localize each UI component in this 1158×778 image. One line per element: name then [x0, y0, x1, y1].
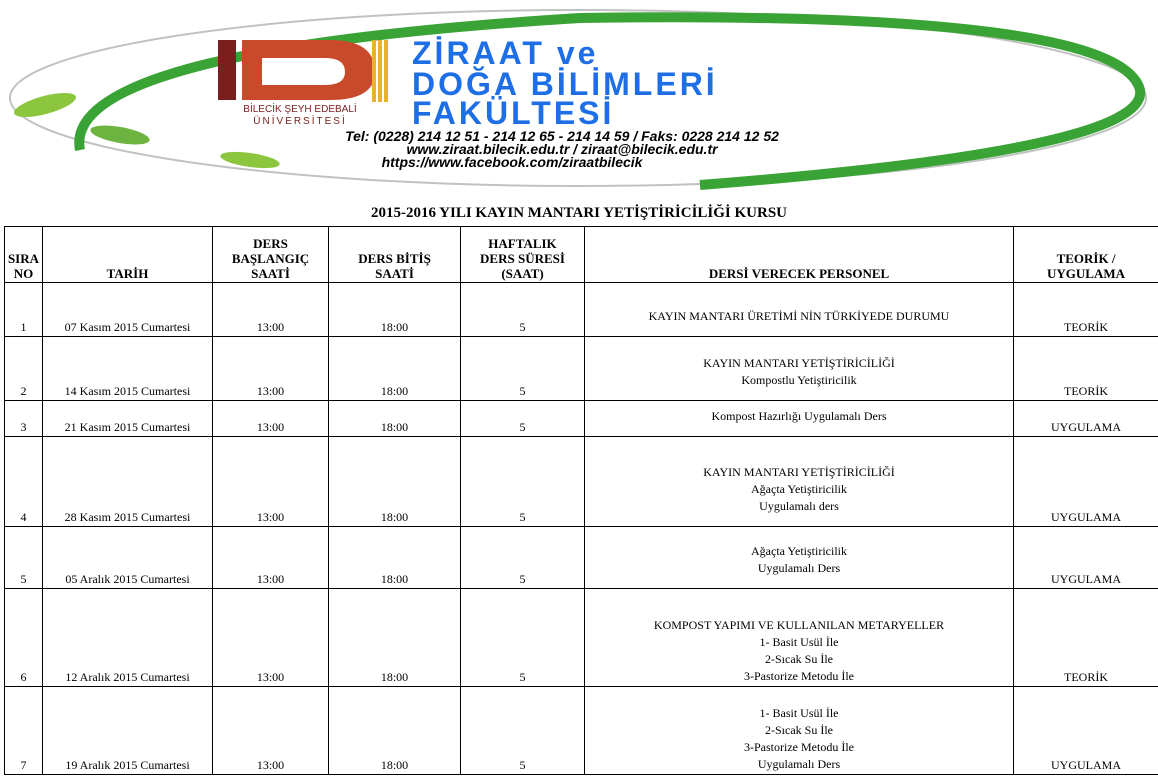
header-personel: DERSİ VERECEK PERSONEL	[585, 227, 1014, 283]
row-date: 28 Kasım 2015 Cumartesi	[43, 437, 213, 527]
row-type: UYGULAMA	[1014, 527, 1158, 589]
row-no: 4	[5, 437, 43, 527]
row-hours: 5	[461, 283, 585, 337]
row-personnel-line: Kompostlu Yetiştiricilik	[741, 373, 857, 387]
university-logo	[218, 40, 388, 102]
header-teorik: TEORİK / UYGULAMA	[1014, 227, 1158, 283]
row-personnel	[585, 589, 1014, 687]
row-no: 7	[5, 687, 43, 775]
table-row	[5, 589, 1158, 687]
university-name-line2: ÜNİVERSİTESİ	[253, 116, 347, 127]
row-personnel-line: KAYIN MANTARI YETİŞTİRİCİLİĞİ	[703, 356, 895, 370]
table-row	[5, 401, 1158, 437]
row-no: 3	[5, 401, 43, 437]
university-name-line1: BİLECİK ŞEYH EDEBALİ	[243, 104, 357, 115]
row-personnel-line: KAYIN MANTARI YETİŞTİRİCİLİĞİ	[703, 465, 895, 479]
row-hours: 5	[461, 527, 585, 589]
row-hours: 5	[461, 401, 585, 437]
row-personnel	[585, 437, 1014, 527]
row-start-time: 13:00	[213, 687, 329, 775]
header-sure: HAFTALIK DERS SÜRESİ (SAAT)	[461, 227, 585, 283]
schedule-table	[4, 226, 1158, 775]
header-baslangic: DERS BAŞLANGIÇ SAATİ	[213, 227, 329, 283]
faculty-name-line3: FAKÜLTESİ	[412, 95, 615, 131]
row-personnel-line: 2-Sıcak Su İle	[765, 652, 833, 666]
row-date: 21 Kasım 2015 Cumartesi	[43, 401, 213, 437]
leaf-decoration-icon	[12, 88, 281, 171]
row-end-time: 18:00	[329, 527, 461, 589]
row-start-time: 13:00	[213, 283, 329, 337]
row-type: TEORİK	[1014, 589, 1158, 687]
row-no: 1	[5, 283, 43, 337]
row-date: 07 Kasım 2015 Cumartesi	[43, 283, 213, 337]
row-personnel-line: 3-Pastorize Metodu İle	[744, 669, 854, 683]
row-personnel-line: Uygulamalı ders	[759, 499, 839, 513]
row-start-time: 13:00	[213, 401, 329, 437]
row-personnel-line: Kompost Hazırlığı Uygulamalı Ders	[711, 409, 887, 423]
row-start-time: 13:00	[213, 337, 329, 401]
row-personnel	[585, 337, 1014, 401]
row-type: UYGULAMA	[1014, 437, 1158, 527]
row-start-time: 13:00	[213, 589, 329, 687]
table-row	[5, 437, 1158, 527]
row-end-time: 18:00	[329, 589, 461, 687]
row-end-time: 18:00	[329, 687, 461, 775]
row-no: 6	[5, 589, 43, 687]
row-start-time: 13:00	[213, 527, 329, 589]
row-personnel	[585, 283, 1014, 337]
table-row	[5, 687, 1158, 775]
row-personnel-line: KOMPOST YAPIMI VE KULLANILAN METARYELLER	[653, 618, 945, 632]
row-personnel-line: KAYIN MANTARI ÜRETİMİ NİN TÜRKİYEDE DURUMU	[648, 309, 950, 323]
row-personnel-line: Uygulamalı Ders	[757, 561, 841, 575]
header-bitis: DERS BİTİŞ SAATİ	[329, 227, 461, 283]
row-hours: 5	[461, 687, 585, 775]
contact-facebook: https://www.facebook.com/ziraatbilecik	[381, 154, 643, 170]
row-type: UYGULAMA	[1014, 401, 1158, 437]
faculty-name-line2: DOĞA BİLİMLERİ	[412, 66, 718, 102]
row-end-time: 18:00	[329, 337, 461, 401]
row-end-time: 18:00	[329, 401, 461, 437]
row-end-time: 18:00	[329, 283, 461, 337]
faculty-banner	[0, 0, 1158, 200]
table-row	[5, 337, 1158, 401]
contact-web: www.ziraat.bilecik.edu.tr / ziraat@bilecik.edu.tr	[406, 141, 718, 157]
row-personnel	[585, 401, 1014, 437]
header-sira: SIRA NO	[5, 227, 43, 283]
row-no: 5	[5, 527, 43, 589]
row-no: 2	[5, 337, 43, 401]
row-date: 14 Kasım 2015 Cumartesi	[43, 337, 213, 401]
row-personnel-line: 1- Basit Usül İle	[759, 635, 839, 649]
course-title: 2015-2016 YILI KAYIN MANTARI YETİŞTİRİCİLİĞİ KURSU	[370, 205, 788, 221]
row-hours: 5	[461, 589, 585, 687]
faculty-name-line1: ZİRAAT ve	[412, 35, 599, 71]
contact-phone: Tel: (0228) 214 12 51 - 214 12 65 - 214 14 59 / Faks: 0228 214 12 52	[345, 128, 779, 144]
row-personnel-line: Ağaçta Yetiştiricilik	[751, 482, 847, 496]
row-start-time: 13:00	[213, 437, 329, 527]
row-personnel-line: 1- Basit Usül İle	[759, 706, 839, 720]
row-type: TEORİK	[1014, 337, 1158, 401]
header-tarih: TARİH	[43, 227, 213, 283]
row-date: 19 Aralık 2015 Cumartesi	[43, 687, 213, 775]
row-hours: 5	[461, 437, 585, 527]
row-type: TEORİK	[1014, 283, 1158, 337]
row-hours: 5	[461, 337, 585, 401]
row-date: 05 Aralık 2015 Cumartesi	[43, 527, 213, 589]
row-personnel-line: Uygulamalı Ders	[757, 757, 841, 771]
row-personnel	[585, 687, 1014, 775]
row-personnel-line: Ağaçta Yetiştiricilik	[751, 544, 847, 558]
table-row	[5, 283, 1158, 337]
row-type: UYGULAMA	[1014, 687, 1158, 775]
table-header-row	[5, 227, 1158, 283]
row-date: 12 Aralık 2015 Cumartesi	[43, 589, 213, 687]
row-personnel	[585, 527, 1014, 589]
table-row	[5, 527, 1158, 589]
row-personnel-line: 2-Sıcak Su İle	[765, 723, 833, 737]
row-personnel-line: 3-Pastorize Metodu İle	[744, 740, 854, 754]
row-end-time: 18:00	[329, 437, 461, 527]
